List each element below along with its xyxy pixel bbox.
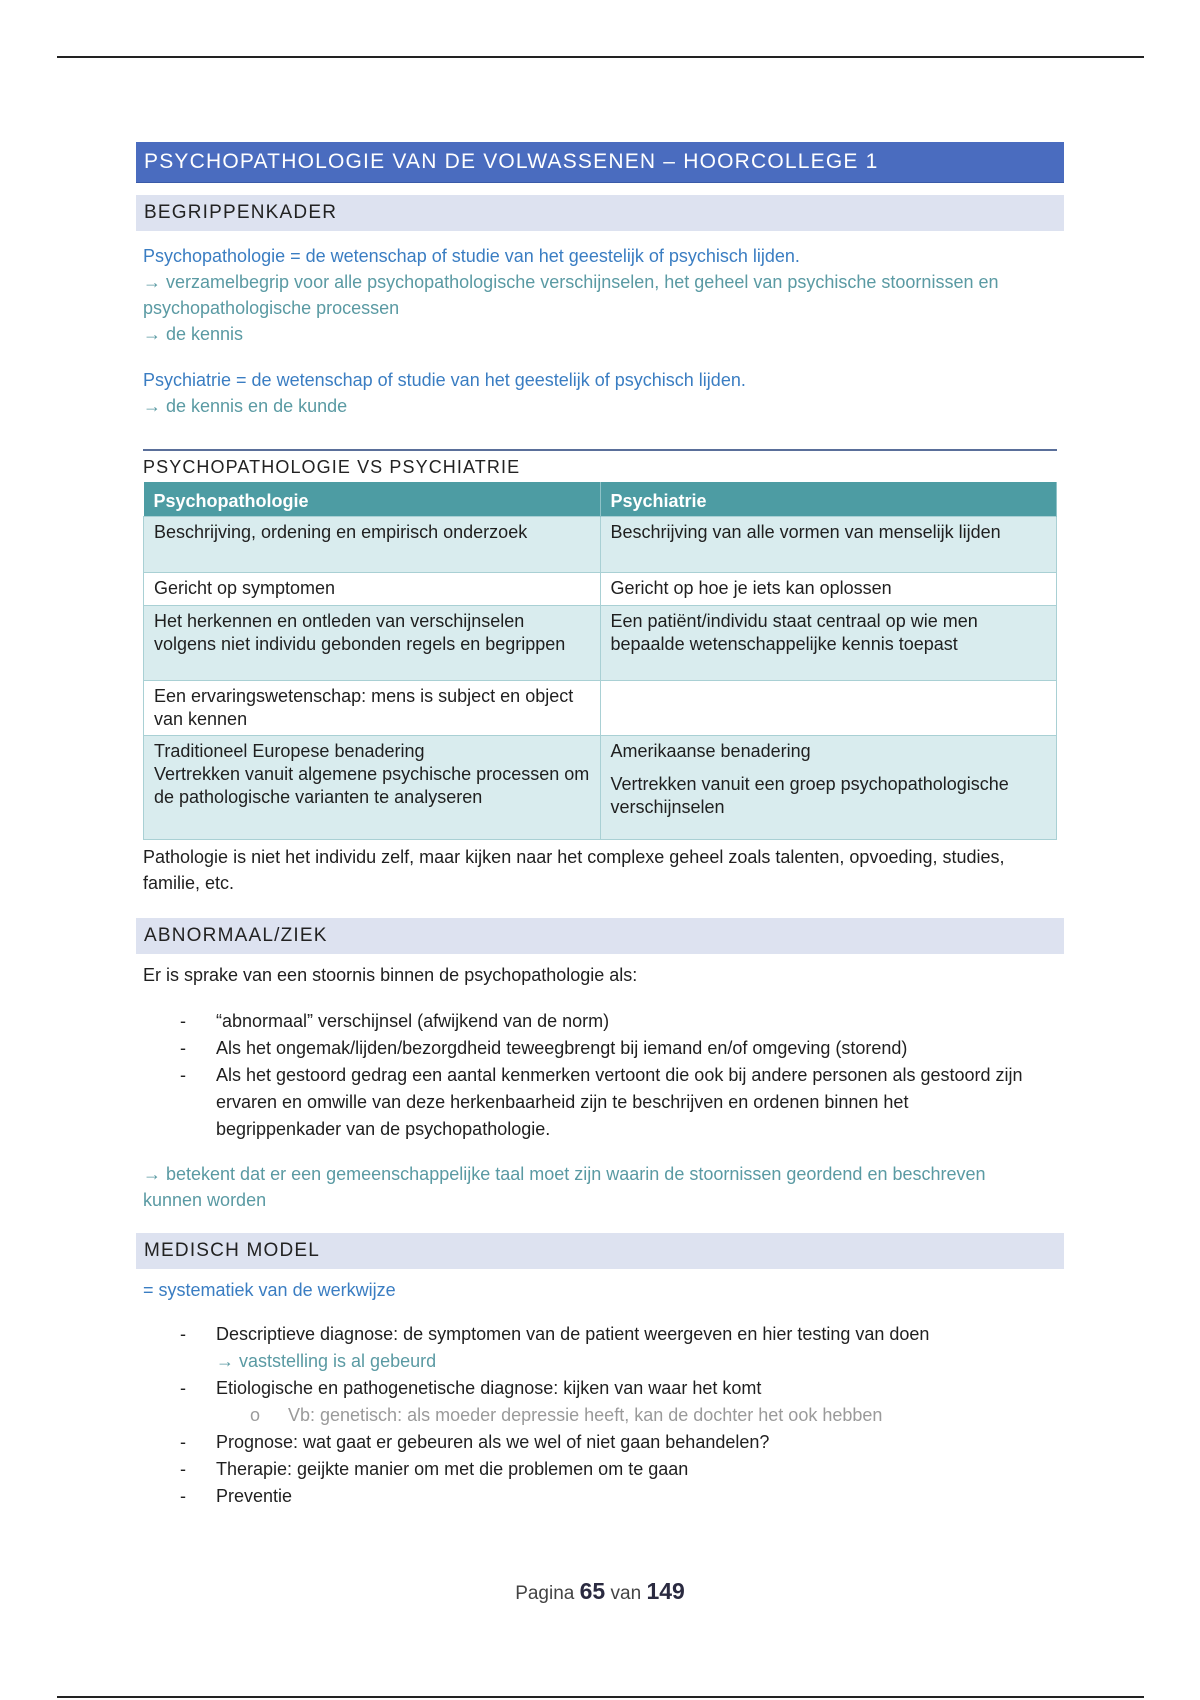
list-item-arrow: → vaststelling is al gebeurd: [216, 1351, 437, 1371]
table-row: [144, 681, 1057, 736]
cell-line: Vertrekken vanuit een groep psychopathologische verschijnselen: [610, 774, 1009, 817]
table-cell: Beschrijving van alle vormen van menselijk lijden: [600, 517, 1057, 573]
definition-arrow: → de kennis: [143, 324, 244, 344]
list-item: [136, 1321, 1064, 1375]
circle-bullet-icon: o: [250, 1405, 261, 1425]
table-cell: Een ervaringswetenschap: mens is subject en object van kennen: [144, 681, 601, 736]
list-item: - “abnormaal” verschijnsel (afwijkend van de norm): [136, 1008, 1064, 1035]
list-item: - Als het ongemak/lijden/bezorgdheid teweegbrengt bij iemand en/of omgeving (storend): [136, 1035, 1064, 1062]
table-cell: [144, 736, 601, 840]
medisch-intro: = systematiek van de werkwijze: [143, 1280, 396, 1300]
abnormaal-list: [136, 1008, 1064, 1143]
definition-arrow: → de kennis en de kunde: [143, 396, 348, 416]
medisch-list: [136, 1321, 1064, 1510]
heading-vs: PSYCHOPATHOLOGIE VS PSYCHIATRIE: [143, 449, 1057, 482]
cell-line: Traditioneel Europese benadering: [154, 741, 425, 761]
table-cell: Beschrijving, ordening en empirisch onderzoek: [144, 517, 601, 573]
definition-line: Psychopathologie = de wetenschap of studie van het geestelijk of psychisch lijden.: [143, 246, 800, 266]
comparison-table: [143, 482, 1057, 840]
table-cell: Gericht op symptomen: [144, 573, 601, 606]
table-cell: Het herkennen en ontleden van verschijnselen volgens niet individu gebonden regels en begrippen: [144, 606, 601, 681]
heading-medisch-model: MEDISCH MODEL: [136, 1233, 1064, 1269]
definition-arrow: → verzamelbegrip voor alle psychopathologische verschijnselen, het geheel van psychische stoornissen en psychopathologische processen: [143, 272, 999, 318]
sub-list-item-text: Vb: genetisch: als moeder depressie heeft, kan de dochter het ook hebben: [288, 1405, 883, 1425]
definition-psychopathologie: [136, 243, 1064, 347]
list-item: [136, 1375, 1064, 1429]
list-item: - Preventie: [136, 1483, 1064, 1510]
table-cell: [600, 681, 1057, 736]
list-item-text: - Descriptieve diagnose: de symptomen van de patient weergeven en hier testing van doen: [216, 1324, 930, 1344]
column-header: Psychiatrie: [600, 482, 1057, 517]
table-row: [144, 517, 1057, 573]
definition-line: Psychiatrie = de wetenschap of studie van het geestelijk of psychisch lijden.: [143, 370, 746, 390]
heading-abnormaal: ABNORMAAL/ZIEK: [136, 918, 1064, 954]
sub-list-item: [216, 1402, 1024, 1429]
cell-line: Amerikaanse benadering: [610, 741, 811, 761]
pathologie-note: Pathologie is niet het individu zelf, maar kijken naar het complexe geheel zoals talenten, opvoeding, studies, familie, etc.: [143, 847, 1005, 893]
total-pages: 149: [646, 1578, 685, 1604]
page-content: [136, 142, 1064, 1510]
list-item: - Therapie: geijkte manier om met die problemen om te gaan: [136, 1456, 1064, 1483]
table-row: [144, 606, 1057, 681]
table-cell: Een patiënt/individu staat centraal op wie men bepaalde wetenschappelijke kennis toepast: [600, 606, 1057, 681]
bottom-rule: [57, 1696, 1144, 1698]
table-row: [144, 573, 1057, 606]
list-item: - Prognose: wat gaat er gebeuren als we wel of niet gaan behandelen?: [136, 1429, 1064, 1456]
cell-line: Vertrekken vanuit algemene psychische processen om de pathologische varianten te analyseren: [154, 764, 590, 807]
page-number: [0, 1578, 1200, 1605]
abnormaal-arrow: → betekent dat er een gemeenschappelijke taal moet zijn waarin de stoornissen geordend en beschreven kunnen worden: [143, 1164, 986, 1210]
table-cell: [600, 736, 1057, 840]
column-header: Psychopathologie: [144, 482, 601, 517]
top-rule: [57, 56, 1144, 58]
list-item: - Als het gestoord gedrag een aantal kenmerken vertoont die ook bij andere personen als gestoord zijn ervaren en omwille van deze herkenbaarheid zijn te beschrijven en ordenen binnen het begrippenkader van de psychopathologie.: [136, 1062, 1064, 1143]
abnormaal-intro: Er is sprake van een stoornis binnen de psychopathologie als:: [143, 965, 638, 985]
definition-psychiatrie: [136, 367, 1064, 419]
page-title: PSYCHOPATHOLOGIE VAN DE VOLWASSENEN – HOORCOLLEGE 1: [136, 142, 1064, 182]
list-item-text: - Etiologische en pathogenetische diagnose: kijken van waar het komt: [216, 1378, 762, 1398]
pagina-label: Pagina: [515, 1583, 575, 1604]
van-label: van: [610, 1583, 642, 1604]
table-row: [144, 736, 1057, 840]
table-cell: Gericht op hoe je iets kan oplossen: [600, 573, 1057, 606]
current-page: 65: [579, 1578, 606, 1604]
heading-begrippenkader: BEGRIPPENKADER: [136, 195, 1064, 231]
table-header-row: [144, 482, 1057, 517]
